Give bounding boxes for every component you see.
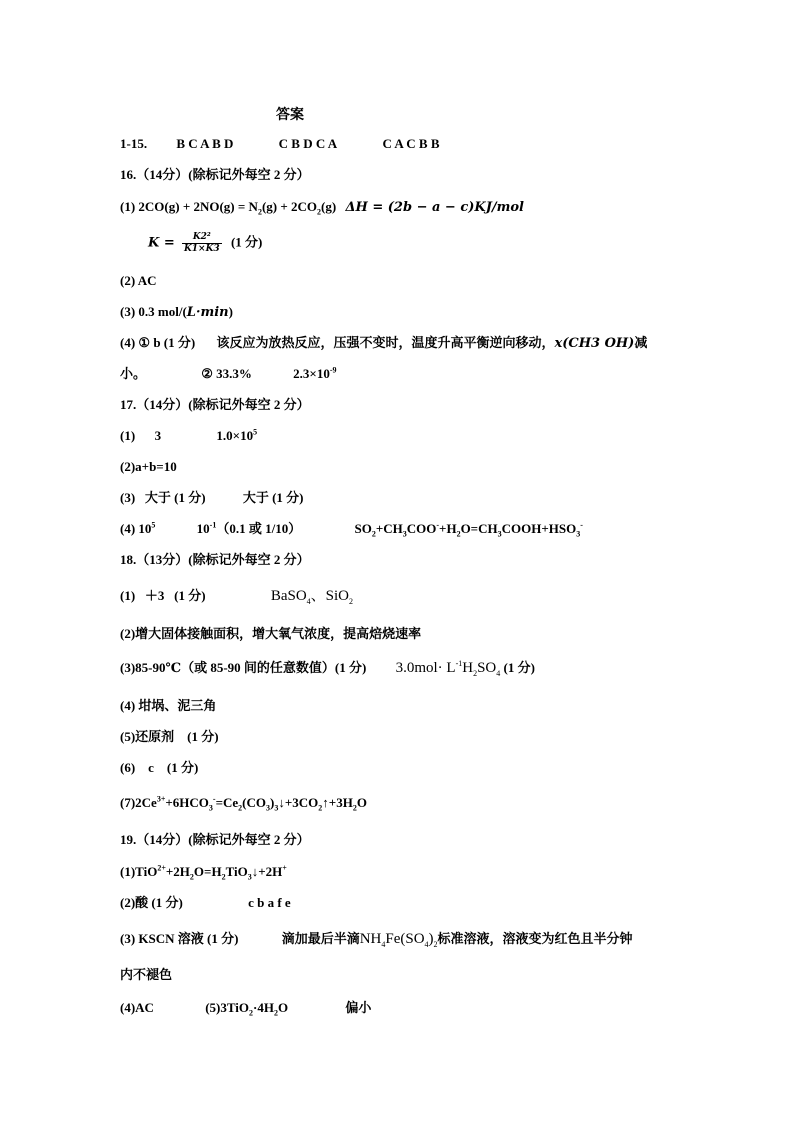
q18-part3 — [120, 660, 535, 676]
q17-part3 — [120, 490, 304, 506]
q16-p4-c-exp: -9 — [329, 365, 337, 375]
q16-p4-c — [293, 366, 336, 382]
q19-p2-b: c b a f e — [248, 895, 291, 910]
q19-p4-b: $(5)3TiO_2\cdot 4H_2O$ — [205, 1000, 289, 1018]
q16-part1 — [120, 199, 524, 216]
q19-part3-line2: 内不褪色 — [120, 967, 173, 982]
q18-part2: (2)增大固体接触面积，增大氧气浓度，提高焙烧速率 — [120, 626, 422, 641]
q17-p4-a-base: (4) 10 — [120, 521, 152, 536]
q16-p3-close: ) — [228, 304, 233, 319]
q19-part3 — [120, 931, 633, 947]
q16-header: 16.（14分）(除标记外每空 2 分） — [120, 167, 310, 182]
q17-p4-b — [197, 521, 302, 537]
q18-p3-b: $3.0mol\cdot L^{-1}H_2SO_4$ — [395, 659, 501, 678]
q17-part1 — [120, 428, 257, 444]
q17-p3-b: 大于 (1 分) — [242, 490, 304, 505]
q16-p4-b: ② 33.3% — [201, 366, 252, 381]
page-title: 答案 — [276, 108, 304, 123]
q18-p3-a: (3)85-90℃（或 85-90 间的任意数值）(1 分) — [120, 660, 367, 675]
q19-header: 19.（14分）(除标记外每空 2 分） — [120, 832, 310, 847]
mc-answers-line — [120, 136, 440, 152]
mc-group-3: C A C B B — [382, 136, 440, 151]
q19-p2-a: (2)酸 (1 分) — [120, 895, 183, 910]
q19-p3-c: 标准溶液，溶液变为红色且半分钟 — [437, 931, 633, 946]
q17-header: 17.（14分）(除标记外每空 2 分） — [120, 397, 310, 412]
q16-p4-line2: 小。 — [120, 366, 147, 381]
q19-part2 — [120, 895, 291, 911]
q18-part5: (5)还原剂 (1 分) — [120, 729, 219, 744]
k-score: (1 分) — [230, 234, 263, 250]
q16-p3-value: (3) 0.3 mol/( — [120, 304, 187, 319]
q17-part2: (2)a+b=10 — [120, 459, 177, 474]
q18-part6: (6) c (1 分) — [120, 760, 199, 775]
k-denominator: K1×K3 — [183, 244, 220, 254]
q18-part7: $(7)2Ce^{3+}+6HCO_3^-=Ce_2(CO_3)_3↓+3CO_2↑+3H_2O$ — [120, 794, 367, 813]
q16-p4-end: 减 — [634, 335, 648, 350]
q19-p4-c: 偏小 — [345, 1000, 372, 1015]
q17-p1-a: (1) 3 — [120, 428, 162, 443]
mc-group-1: B C A B D — [176, 136, 234, 151]
q16-part4-line2 — [120, 366, 337, 382]
q19-p3-b: 滴加最后半滴 — [281, 931, 360, 946]
q17-p1-b-base: 1.0×10 — [216, 428, 254, 443]
q16-p3-unit: L·min — [186, 305, 229, 320]
q16-part2: (2) AC — [120, 273, 157, 288]
q17-p1-b — [216, 428, 257, 444]
k-label: K = — [148, 235, 175, 251]
q17-p4-a — [120, 521, 155, 536]
q18-p1-a: (1) ＋3 (1 分) — [120, 588, 206, 603]
q17-p4-b-base: 10 — [196, 521, 210, 536]
q16-part4-line1 — [120, 335, 647, 352]
q16-p1-enthalpy: ΔH = (2b − a − c)KJ/mol — [345, 200, 524, 215]
q16-k-expression — [148, 232, 262, 255]
k-numerator: K2² — [182, 232, 222, 244]
q17-p4-b-note: （0.1 或 1/10） — [216, 521, 302, 536]
q16-p4-a: (4) ① b (1 分) — [120, 335, 196, 350]
q16-p1-equation: (1) $2CO(g) + 2NO(g) = N_2(g) + 2CO_2(g)$ — [120, 199, 337, 217]
q16-p4-c-base: 2.3×10 — [293, 366, 330, 381]
q16-part3 — [120, 304, 233, 321]
q17-p1-b-exp: 5 — [253, 427, 258, 437]
mc-group-2: C B D C A — [278, 136, 338, 151]
q19-p3-a: (3) KSCN 溶液 (1 分) — [120, 931, 239, 946]
q17-p4-equation: $SO_2+CH_3COO^-+H_2O=CH_3COOH+HSO_3^-$ — [354, 520, 583, 539]
q18-p1-b: BaSO$_4$、SiO$_2$ — [270, 588, 354, 606]
k-fraction — [182, 232, 222, 255]
q18-part4: (4) 坩埚、泥三角 — [120, 698, 217, 713]
q19-p3-reagent: $NH_4Fe(SO_4)_2$ — [359, 931, 438, 949]
mc-label: 1-15. — [120, 136, 148, 151]
q16-p4-text: 该反应为放热反应，压强不变时，温度升高平衡逆向移动， — [216, 335, 555, 350]
q18-header: 18.（13分）(除标记外每空 2 分） — [120, 552, 310, 567]
q19-part1: $(1)TiO^{2+}+2H_2O=H_2TiO_3↓+2H^+$ — [120, 863, 287, 882]
q19-part4 — [120, 1000, 371, 1016]
q17-part4 — [120, 521, 583, 537]
q18-part1 — [120, 588, 353, 604]
q17-p4-a-exp: 5 — [151, 520, 156, 530]
q18-p3-c: (1 分) — [503, 660, 535, 675]
q16-p4-x: x(CH3 OH) — [554, 336, 635, 351]
q17-p3-a: (3) 大于 (1 分) — [120, 490, 206, 505]
q19-p4-a: (4)AC — [120, 1000, 154, 1015]
q17-p4-b-exp: -1 — [209, 520, 217, 530]
